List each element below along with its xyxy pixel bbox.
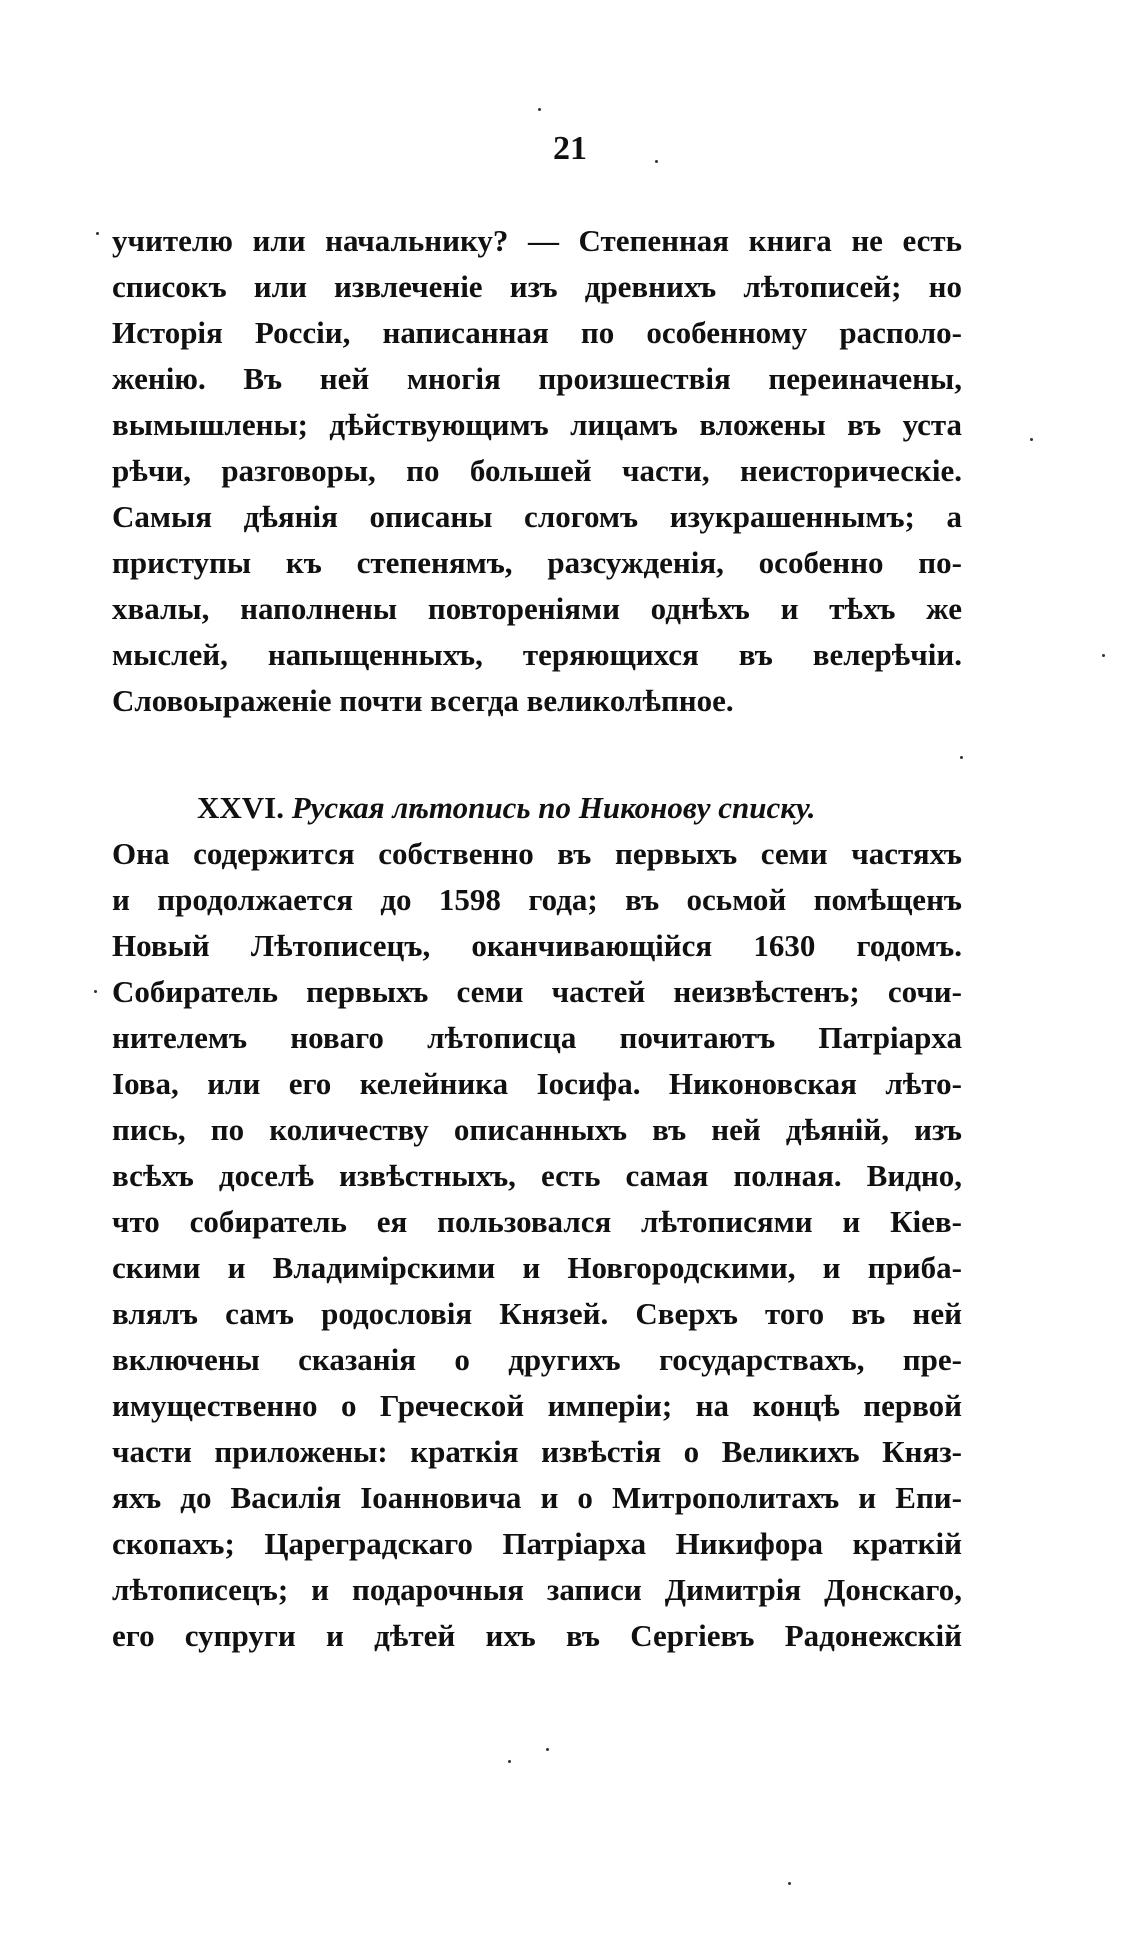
text-line: мыслей, напыщенныхъ, теряющихся въ велерѣчіи. (112, 637, 962, 672)
text-line: влялъ самъ родословія Князей. Сверхъ того въ ней (112, 1296, 962, 1331)
text-line: яхъ до Василія Іоанновича и о Митрополитахъ и Епи- (112, 1480, 962, 1515)
text-line: всѣхъ доселѣ извѣстныхъ, есть самая полная. Видно, (112, 1158, 962, 1193)
paragraph-2 (112, 785, 962, 1659)
text-line: Словоыраженіе почти всегда великолѣпное. (112, 683, 734, 718)
text-line: лѣтописецъ; и подарочныя записи Димитрія Донскаго, (112, 1572, 962, 1607)
text-line: списокъ или извлеченіе изъ древнихъ лѣтописей; но (112, 269, 962, 304)
text-line: Новый Лѣтописецъ, оканчивающійся 1630 годомъ. (112, 928, 962, 963)
text-line: Она содержится собственно въ первыхъ семи частяхъ (112, 836, 962, 871)
scan-speck (96, 232, 99, 235)
text-line: что собиратель ея пользовался лѣтописями и Кіев- (112, 1204, 962, 1239)
page-number: 21 (553, 130, 587, 167)
text-line: скими и Владимірскими и Новгородскими, и приба- (112, 1250, 962, 1285)
text-line: Исторія Россіи, написанная по особенному располо- (112, 315, 962, 350)
section-title: Руская лѣтопись по Никонову списку. (291, 790, 816, 825)
paragraph-1 (112, 218, 962, 724)
scan-speck (788, 1882, 791, 1885)
scan-speck (1102, 654, 1105, 657)
section-heading (112, 785, 962, 831)
scan-speck (94, 990, 97, 993)
text-line: части приложены: краткія извѣстія о Великихъ Княз- (112, 1434, 962, 1469)
text-line: хвалы, наполнены повтореніями однѣхъ и тѣхъ же (112, 591, 962, 626)
text-line: его супруги и дѣтей ихъ въ Сергіевъ Радонежскій (112, 1618, 962, 1653)
text-line: имущественно о Греческой имперіи; на концѣ первой (112, 1388, 962, 1423)
text-line: женію. Въ ней многія произшествія переиначены, (112, 361, 962, 396)
text-line: рѣчи, разговоры, по большей части, неисторическіе. (112, 453, 962, 488)
text-line: включены сказанія о другихъ государствахъ, пре- (112, 1342, 962, 1377)
text-line: приступы къ степенямъ, разсужденія, особенно по- (112, 545, 962, 580)
text-line: нителемъ новаго лѣтописца почитаютъ Патріарха (112, 1020, 962, 1055)
scan-speck (508, 1760, 511, 1763)
text-line: Іова, или его келейника Іосифа. Никоновская лѣто- (112, 1066, 962, 1101)
text-line: и продолжается до 1598 года; въ осьмой помѣщенъ (112, 882, 962, 917)
section-number: XXVI. (197, 790, 284, 825)
scan-speck (538, 108, 541, 111)
scan-speck (546, 1748, 549, 1751)
text-line: учителю или начальнику? — Степенная книга не есть (112, 223, 962, 258)
text-line: вымышлены; дѣйствующимъ лицамъ вложены въ уста (112, 407, 962, 442)
scan-speck (655, 160, 658, 163)
text-line: пись, по количеству описанныхъ въ ней дѣяній, изъ (112, 1112, 962, 1147)
text-line: Самыя дѣянія описаны слогомъ изукрашеннымъ; а (112, 499, 962, 534)
text-line: скопахъ; Цареградскаго Патріарха Никифора краткій (112, 1526, 962, 1561)
scan-speck (1030, 438, 1033, 441)
text-line: Собиратель первыхъ семи частей неизвѣстенъ; сочи- (112, 974, 962, 1009)
scan-speck (960, 756, 963, 759)
